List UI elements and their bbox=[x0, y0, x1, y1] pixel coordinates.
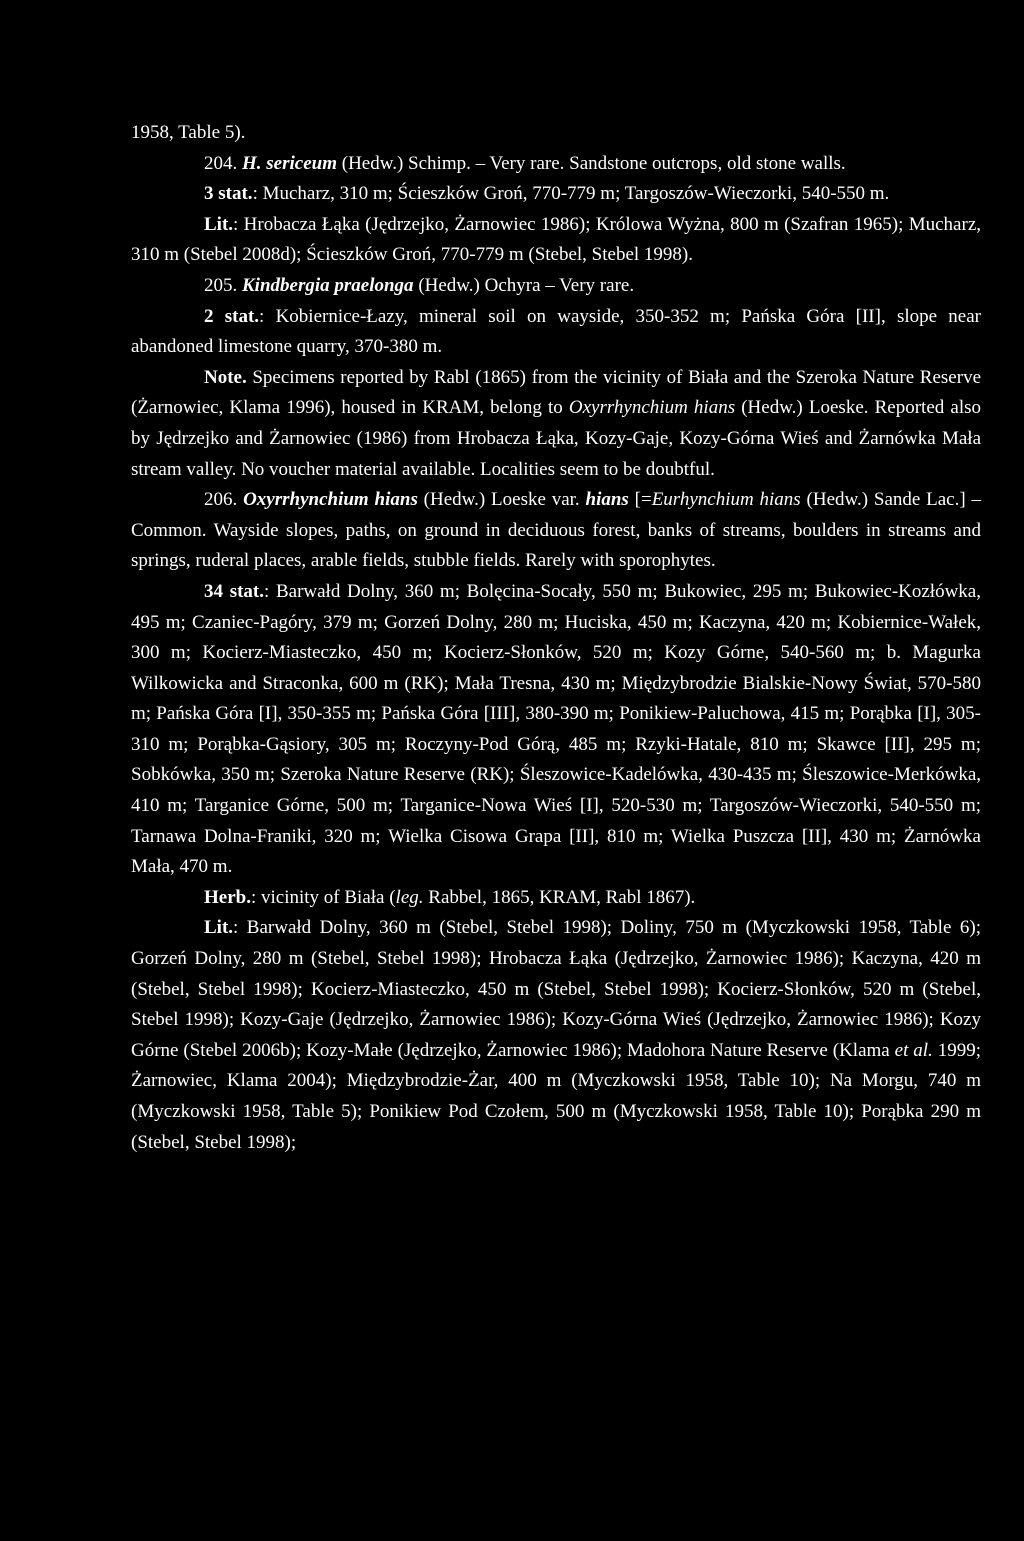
paragraph-stations-205 bbox=[131, 302, 981, 363]
text-run: : vicinity of Biała ( bbox=[250, 886, 396, 908]
text-run: (Hedw.) Loeske var. bbox=[417, 489, 586, 511]
text-run: : Hrobacza Łąka (Jędrzejko, Żarnowiec 1986); Królowa Wyżna, 800 m (Szafran 1965); Mucharz, 310 m (Stebel 2008d); Ścieszków Groń, 770-779 m (Stebel, Stebel 1998). bbox=[131, 213, 981, 266]
text-run: (Hedw.) Ochyra – Very rare. bbox=[413, 274, 635, 296]
text-run: : Barwałd Dolny, 360 m; Bolęcina-Socały, 550 m; Bukowiec, 295 m; Bukowiec-Kozłówka, 495 m; Czaniec-Pagóry, 379 m; Gorzeń Dolny, 280 m; Huciska, 450 m; Kaczyna, 420 m; Kobiernice-Wałek, 300 m; Kocierz-Miasteczko, 450 m; Kocierz-Słonków, 520 m; Kozy Górne, 540-560 m; b. Magurka Wilkowicka and Straconka, 600 m (RK); Mała Tresna, 430 m; Międzybrodzie Bialskie-Nowy Świat, 570-580 m; Pańska Góra [I], 350-355 m; Pańska Góra [III], 380-390 m; Ponikiew-Paluchowa, 415 m; Porąbka [I], 305-310 m; Porąbka-Gąsiory, 305 m; Roczyny-Pod Górą, 485 m; Rzyki-Hatale, 810 m; Skawce [II], 295 m; Sobkówka, 350 m; Szeroka Nature Reserve (RK); Śleszowice-Kadelówka, 430-435 m; Śleszowice-Merkówka, 410 m; Targanice Górne, 500 m; Targanice-Nowa Wieś [I], 520-530 m; Targoszów-Wieczorki, 540-550 m; Tarnawa Dolna-Franiki, 320 m; Wielka Cisowa Grapa [II], 810 m; Wielka Puszcza [II], 430 m; Żarnówka Mała, 470 m. bbox=[131, 580, 981, 878]
bold-label: Lit. bbox=[204, 213, 234, 235]
text-run: 1999; Żarnowiec, Klama 2004); Międzybrodzie-Żar, 400 m (Myczkowski 1958, Table 10); Na Morgu, 740 m (Myczkowski 1958, Table 5); Ponikiew Pod Czołem, 500 m (Myczkowski 1958, Table 10); Porąbka 290 m (Stebel, Stebel 1998); bbox=[131, 1039, 981, 1153]
bold-label: Lit. bbox=[204, 917, 234, 939]
text-run: 205. bbox=[204, 274, 242, 296]
text-run: (Hedw.) Schimp. – Very rare. Sandstone outcrops, old stone walls. bbox=[337, 152, 846, 174]
italic-text: Eurhynchium hians bbox=[651, 489, 801, 511]
bold-label: 3 stat. bbox=[204, 183, 253, 205]
text-run: 204. bbox=[204, 152, 242, 174]
paragraph-species-205 bbox=[131, 271, 981, 302]
paragraph-herbarium-206 bbox=[131, 883, 981, 914]
italic-text: leg. bbox=[395, 886, 424, 908]
italic-text: Oxyrrhynchium hians bbox=[568, 397, 736, 419]
italic-text: et al. bbox=[894, 1039, 933, 1061]
bold-label: Herb. bbox=[204, 886, 251, 908]
paragraph-stations-206 bbox=[131, 577, 981, 883]
bold-label: 2 stat. bbox=[204, 305, 260, 327]
taxon-name: Oxyrrhynchium hians bbox=[243, 489, 418, 511]
text-run: : Mucharz, 310 m; Ścieszków Groń, 770-779 m; Targoszów-Wieczorki, 540-550 m. bbox=[252, 183, 890, 205]
taxon-name: H. sericeum bbox=[242, 152, 337, 174]
text-run: [= bbox=[628, 489, 652, 511]
text-run: : Barwałd Dolny, 360 m (Stebel, Stebel 1998); Doliny, 750 m (Myczkowski 1958, Table 6); Gorzeń Dolny, 280 m (Stebel, Stebel 1998); Hrobacza Łąka (Jędrzejko, Żarnowiec 1986); Kaczyna, 420 m (Stebel, Stebel 1998); Kocierz-Miasteczko, 450 m (Stebel, Stebel 1998); Kocierz-Słonków, 520 m (Stebel, Stebel 1998); Kozy-Gaje (Jędrzejko, Żarnowiec 1986); Kozy-Górna Wieś (Jędrzejko, Żarnowiec 1986); Kozy Górne (Stebel 2006b); Kozy-Małe (Jędrzejko, Żarnowiec 1986); Madohora Nature Reserve (Klama bbox=[131, 917, 981, 1061]
paragraph-0 bbox=[131, 118, 981, 149]
text-run: 206. bbox=[204, 489, 244, 511]
text-run: Rabbel, 1865, KRAM, Rabl 1867). bbox=[423, 886, 696, 908]
paragraph-note-205 bbox=[131, 363, 981, 485]
paragraph-literature-206 bbox=[131, 913, 981, 1158]
bold-label: 34 stat. bbox=[204, 580, 264, 602]
text-run: Specimens reported by Rabl (1865) from the vicinity of Biała and the Szeroka Nature Reserve (Żarnowiec, Klama 1996), housed in KRAM, belong to bbox=[131, 366, 981, 419]
text-run: (Hedw.) Loeske. Reported also by Jędrzejko and Żarnowiec (1986) from Hrobacza Łąka, Kozy-Gaje, Kozy-Górna Wieś and Żarnówka Mała stream valley. No voucher material available. Localities seem to be doubtful. bbox=[131, 397, 982, 480]
paragraph-species-206 bbox=[131, 485, 981, 577]
taxon-name: Kindbergia praelonga bbox=[242, 274, 414, 296]
species-text-block bbox=[131, 118, 981, 1158]
taxon-name: hians bbox=[585, 489, 629, 511]
paragraph-species-204 bbox=[131, 149, 981, 180]
paragraph-literature-204 bbox=[131, 210, 981, 271]
bold-label: Note. bbox=[204, 366, 247, 388]
text-run: 1958, Table 5). bbox=[131, 122, 246, 143]
text-run: : Kobiernice-Łazy, mineral soil on wayside, 350-352 m; Pańska Góra [II], slope near abandoned limestone quarry, 370-380 m. bbox=[131, 305, 981, 358]
text-run: (Hedw.) Sande Lac.] – Common. Wayside slopes, paths, on ground in deciduous forest, banks of streams, boulders in streams and springs, ruderal places, arable fields, stubble fields. Rarely with sporophytes. bbox=[131, 489, 982, 572]
paragraph-stations-204 bbox=[131, 179, 981, 210]
